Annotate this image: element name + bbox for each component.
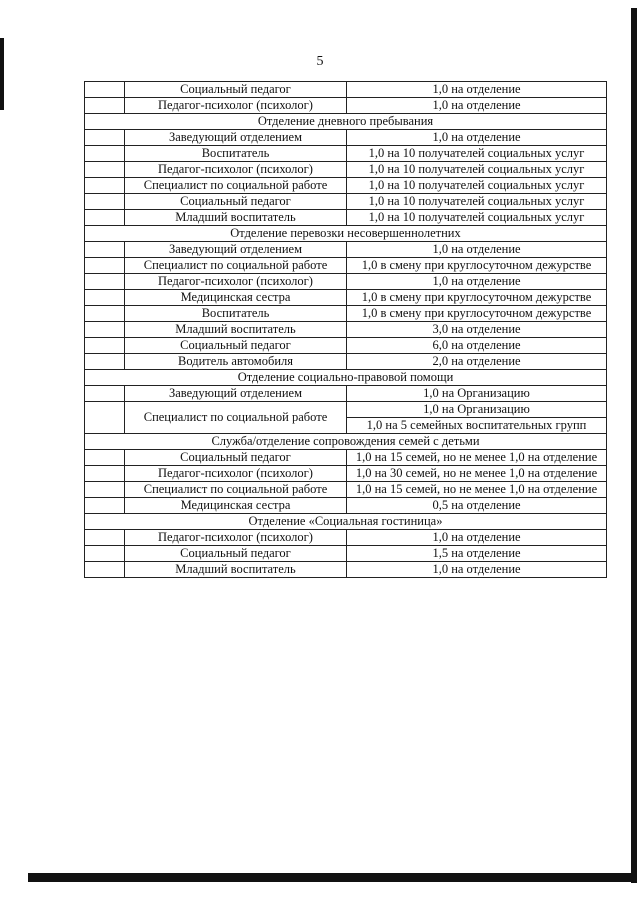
number-cell (85, 146, 125, 162)
number-cell (85, 322, 125, 338)
table-row (85, 450, 607, 466)
norm-cell: 2,0 на отделение (347, 354, 607, 370)
norm-cell: 1,0 на отделение (347, 530, 607, 546)
number-cell (85, 290, 125, 306)
norm-cell: 1,0 на 5 семейных воспитательных групп (347, 418, 607, 434)
number-cell (85, 466, 125, 482)
table-row (85, 274, 607, 290)
table-row (85, 354, 607, 370)
number-cell (85, 498, 125, 514)
section-row (85, 226, 607, 242)
norm-cell: 1,0 на 15 семей, но не менее 1,0 на отделение (347, 450, 607, 466)
scan-edge-bottom (28, 873, 633, 882)
section-row (85, 370, 607, 386)
norm-cell: 1,0 на отделение (347, 242, 607, 258)
position-cell: Социальный педагог (125, 194, 347, 210)
norm-cell: 1,0 на 10 получателей социальных услуг (347, 146, 607, 162)
position-cell: Водитель автомобиля (125, 354, 347, 370)
number-cell (85, 82, 125, 98)
section-title: Служба/отделение сопровождения семей с детьми (85, 434, 607, 450)
number-cell (85, 546, 125, 562)
norm-cell: 1,0 в смену при круглосуточном дежурстве (347, 258, 607, 274)
position-cell: Младший воспитатель (125, 210, 347, 226)
number-cell (85, 386, 125, 402)
norm-cell: 1,0 на Организацию (347, 386, 607, 402)
norm-cell: 1,0 на отделение (347, 274, 607, 290)
table-row (85, 466, 607, 482)
table-row (85, 210, 607, 226)
table-row (85, 178, 607, 194)
table-row (85, 306, 607, 322)
norm-cell: 0,5 на отделение (347, 498, 607, 514)
section-title: Отделение дневного пребывания (85, 114, 607, 130)
table-row (85, 194, 607, 210)
number-cell (85, 482, 125, 498)
position-cell: Педагог-психолог (психолог) (125, 274, 347, 290)
table-row (85, 530, 607, 546)
position-cell: Медицинская сестра (125, 290, 347, 306)
table-row (85, 130, 607, 146)
position-cell: Социальный педагог (125, 546, 347, 562)
section-title: Отделение социально-правовой помощи (85, 370, 607, 386)
number-cell (85, 130, 125, 146)
table-row (85, 82, 607, 98)
position-cell: Заведующий отделением (125, 386, 347, 402)
page-number: 5 (316, 54, 324, 69)
table-row (85, 258, 607, 274)
norm-cell: 1,0 на отделение (347, 130, 607, 146)
section-title: Отделение «Социальная гостиница» (85, 514, 607, 530)
position-cell: Специалист по социальной работе (125, 178, 347, 194)
position-cell: Младший воспитатель (125, 322, 347, 338)
position-cell: Специалист по социальной работе (125, 482, 347, 498)
norm-cell: 1,5 на отделение (347, 546, 607, 562)
norm-cell: 1,0 на 10 получателей социальных услуг (347, 210, 607, 226)
norm-cell: 6,0 на отделение (347, 338, 607, 354)
position-cell: Заведующий отделением (125, 130, 347, 146)
position-cell: Педагог-психолог (психолог) (125, 466, 347, 482)
position-cell: Педагог-психолог (психолог) (125, 530, 347, 546)
position-cell: Воспитатель (125, 146, 347, 162)
table-row (85, 162, 607, 178)
staffing-table (84, 81, 607, 578)
number-cell (85, 306, 125, 322)
norm-cell: 1,0 на Организацию (347, 402, 607, 418)
table-row (85, 402, 607, 418)
table-row (85, 338, 607, 354)
position-cell: Специалист по социальной работе (125, 258, 347, 274)
norm-cell: 1,0 на отделение (347, 98, 607, 114)
table-row (85, 322, 607, 338)
table-row (85, 562, 607, 578)
position-cell: Социальный педагог (125, 82, 347, 98)
table-row (85, 290, 607, 306)
position-cell: Специалист по социальной работе (125, 402, 347, 434)
table-row (85, 98, 607, 114)
norm-cell: 1,0 на 10 получателей социальных услуг (347, 194, 607, 210)
norm-cell: 1,0 на 10 получателей социальных услуг (347, 178, 607, 194)
staffing-table-body (85, 82, 607, 578)
norm-cell: 1,0 на 15 семей, но не менее 1,0 на отделение (347, 482, 607, 498)
norm-cell: 1,0 на 10 получателей социальных услуг (347, 162, 607, 178)
norm-cell: 3,0 на отделение (347, 322, 607, 338)
position-cell: Воспитатель (125, 306, 347, 322)
norm-cell: 1,0 в смену при круглосуточном дежурстве (347, 290, 607, 306)
table-row (85, 482, 607, 498)
table-row (85, 242, 607, 258)
position-cell: Младший воспитатель (125, 562, 347, 578)
number-cell (85, 162, 125, 178)
table-row (85, 498, 607, 514)
norm-cell: 1,0 в смену при круглосуточном дежурстве (347, 306, 607, 322)
norm-cell: 1,0 на 30 семей, но не менее 1,0 на отделение (347, 466, 607, 482)
number-cell (85, 210, 125, 226)
number-cell (85, 338, 125, 354)
table-row (85, 386, 607, 402)
table-row (85, 546, 607, 562)
section-row (85, 514, 607, 530)
scan-edge-right (631, 8, 637, 883)
section-row (85, 114, 607, 130)
number-cell (85, 450, 125, 466)
section-row (85, 434, 607, 450)
position-cell: Заведующий отделением (125, 242, 347, 258)
number-cell (85, 562, 125, 578)
table-row (85, 146, 607, 162)
position-cell: Педагог-психолог (психолог) (125, 162, 347, 178)
position-cell: Медицинская сестра (125, 498, 347, 514)
number-cell (85, 178, 125, 194)
number-cell (85, 354, 125, 370)
number-cell (85, 274, 125, 290)
scan-edge-left (0, 38, 4, 110)
number-cell (85, 194, 125, 210)
position-cell: Социальный педагог (125, 450, 347, 466)
norm-cell: 1,0 на отделение (347, 562, 607, 578)
number-cell (85, 98, 125, 114)
position-cell: Социальный педагог (125, 338, 347, 354)
number-cell (85, 258, 125, 274)
norm-cell: 1,0 на отделение (347, 82, 607, 98)
number-cell (85, 530, 125, 546)
position-cell: Педагог-психолог (психолог) (125, 98, 347, 114)
section-title: Отделение перевозки несовершеннолетних (85, 226, 607, 242)
number-cell (85, 242, 125, 258)
number-cell (85, 402, 125, 434)
